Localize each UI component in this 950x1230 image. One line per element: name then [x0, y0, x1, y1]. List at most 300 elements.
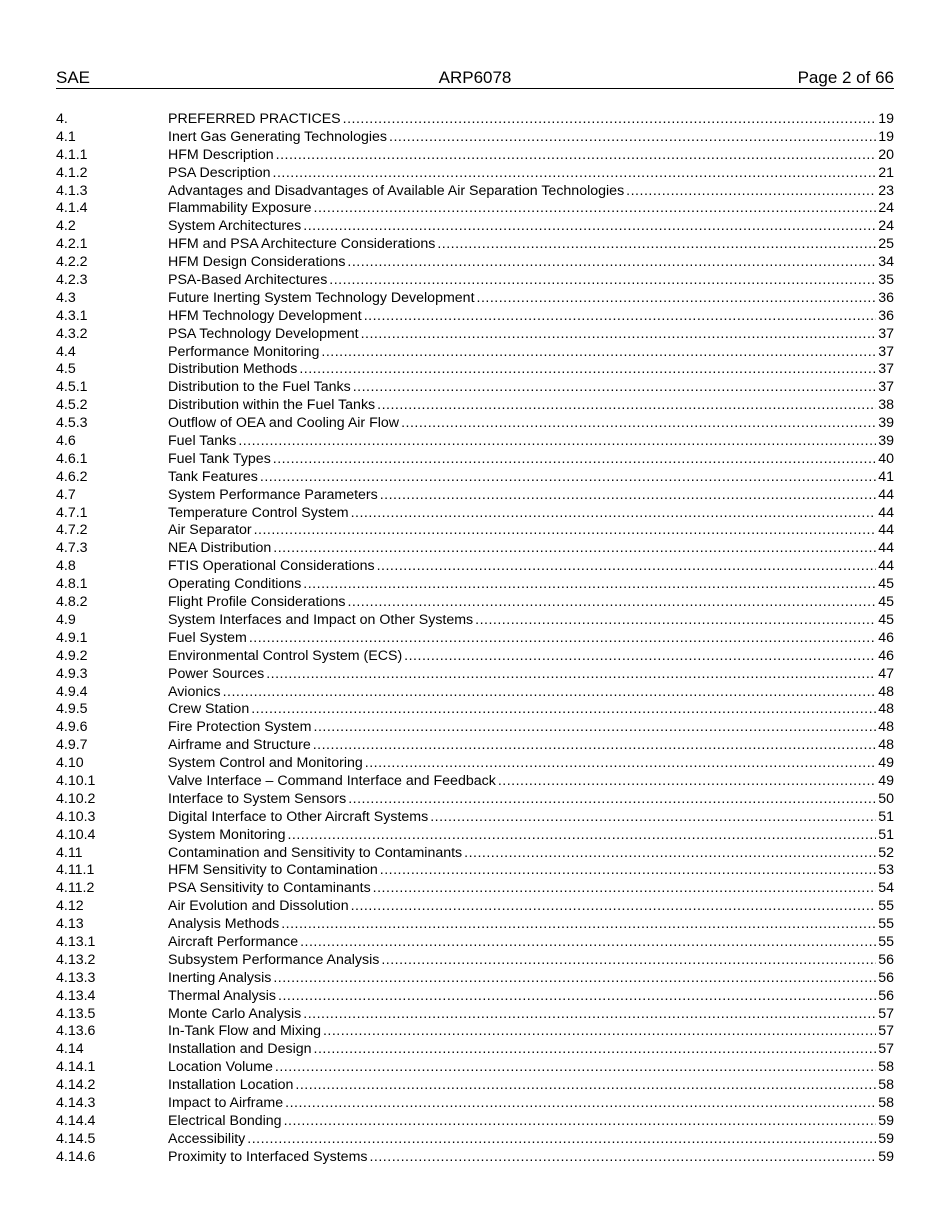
toc-entry[interactable] [56, 916, 894, 934]
toc-page-number: 44 [878, 540, 894, 557]
toc-dot-leader [249, 630, 876, 648]
toc-entry[interactable] [56, 254, 894, 272]
toc-page-number: 37 [878, 343, 894, 360]
toc-section-title[interactable]: System Architectures [168, 218, 302, 235]
toc-dot-leader [626, 183, 876, 201]
toc-dot-leader [251, 701, 876, 719]
toc-dot-leader [278, 988, 876, 1006]
toc-section-number: 4.7 [56, 486, 76, 503]
toc-page-number: 47 [878, 665, 894, 682]
toc-page-number: 56 [878, 987, 894, 1004]
toc-section-number: 4.11.1 [56, 862, 95, 879]
toc-page-number: 48 [878, 737, 894, 754]
toc-section-title[interactable]: Inerting Analysis [168, 969, 272, 986]
toc-page-number: 35 [878, 272, 894, 289]
toc-entry[interactable] [56, 505, 894, 523]
toc-section-number: 4.9.6 [56, 719, 88, 736]
toc-entry[interactable] [56, 827, 894, 845]
toc-page-number: 50 [878, 790, 894, 807]
toc-page-number: 44 [878, 558, 894, 575]
toc-dot-leader [303, 576, 876, 594]
toc-entry[interactable] [56, 1131, 894, 1149]
toc-entry[interactable] [56, 236, 894, 254]
toc-section-title[interactable]: FTIS Operational Considerations [168, 558, 375, 575]
toc-section-title[interactable]: Installation and Design [168, 1041, 312, 1058]
toc-section-title[interactable]: In-Tank Flow and Mixing [168, 1023, 321, 1040]
toc-section-title[interactable]: Outflow of OEA and Cooling Air Flow [168, 415, 400, 432]
toc-page-number: 36 [878, 289, 894, 306]
toc-dot-leader [300, 934, 876, 952]
toc-entry[interactable] [56, 1023, 894, 1041]
toc-section-number: 4.14.4 [56, 1112, 96, 1129]
toc-section-title[interactable]: Accessibility [168, 1130, 246, 1147]
toc-entry[interactable] [56, 970, 894, 988]
toc-section-number: 4.6 [56, 433, 76, 450]
toc-dot-leader [223, 684, 877, 702]
toc-entry[interactable] [56, 469, 894, 487]
toc-section-title[interactable]: System Interfaces and Impact on Other Systems [168, 611, 474, 628]
toc-section-title[interactable]: Distribution within the Fuel Tanks [168, 397, 376, 414]
toc-dot-leader [401, 415, 876, 433]
toc-page-number: 39 [878, 433, 894, 450]
toc-dot-leader [238, 433, 876, 451]
toc-entry[interactable] [56, 773, 894, 791]
toc-section-title[interactable]: Operating Conditions [168, 576, 302, 593]
toc-section-number: 4.9 [56, 611, 76, 628]
toc-entry[interactable] [56, 755, 894, 773]
toc-section-title[interactable]: HFM Technology Development [168, 307, 362, 324]
toc-section-number: 4.5.3 [56, 415, 88, 432]
header-org: SAE [56, 68, 91, 87]
toc-section-title[interactable]: System Monitoring [168, 826, 286, 843]
toc-entry[interactable] [56, 451, 894, 469]
toc-entry[interactable] [56, 1006, 894, 1024]
toc-dot-leader [347, 594, 876, 612]
toc-dot-leader [281, 916, 876, 934]
toc-page-number: 51 [878, 826, 894, 843]
toc-page-number: 40 [878, 450, 894, 467]
toc-dot-leader [364, 308, 876, 326]
toc-dot-leader [284, 1113, 877, 1131]
toc-section-title[interactable]: Thermal Analysis [168, 987, 277, 1004]
toc-page-number: 55 [878, 916, 894, 933]
toc-section-number: 4.5.1 [56, 379, 88, 396]
toc-dot-leader [285, 1095, 876, 1113]
toc-section-title[interactable]: Subsystem Performance Analysis [168, 951, 380, 968]
toc-dot-leader [314, 1041, 877, 1059]
toc-section-number: 4.2.3 [56, 272, 88, 289]
toc-section-number: 4.9.4 [56, 683, 88, 700]
toc-page-number: 48 [878, 719, 894, 736]
toc-dot-leader [273, 165, 877, 183]
toc-dot-leader [437, 236, 876, 254]
toc-entry[interactable] [56, 1077, 894, 1095]
toc-page-number: 55 [878, 898, 894, 915]
toc-section-title[interactable]: Valve Interface – Command Interface and Feedback [168, 772, 496, 789]
toc-section-title[interactable]: PSA Sensitivity to Contaminants [168, 880, 371, 897]
toc-dot-leader [369, 1149, 876, 1167]
toc-section-title[interactable]: Interface to System Sensors [168, 790, 347, 807]
toc-page-number: 59 [878, 1148, 894, 1165]
toc-entry[interactable] [56, 719, 894, 737]
toc-dot-leader [377, 397, 876, 415]
toc-section-title[interactable]: System Control and Monitoring [168, 755, 363, 772]
toc-page-number: 59 [878, 1130, 894, 1147]
toc-section-title[interactable]: Installation Location [168, 1077, 294, 1094]
toc-section-number: 4.14 [56, 1041, 84, 1058]
toc-section-title[interactable]: Power Sources [168, 665, 265, 682]
toc-page-number: 20 [878, 146, 894, 163]
toc-section-number: 4.8 [56, 558, 76, 575]
toc-entry[interactable] [56, 862, 894, 880]
toc-dot-leader [389, 129, 876, 147]
toc-page-number: 37 [878, 361, 894, 378]
toc-dot-leader [353, 379, 877, 397]
toc-section-title[interactable]: Analysis Methods [168, 916, 280, 933]
toc-dot-leader [380, 487, 876, 505]
toc-entry[interactable] [56, 540, 894, 558]
toc-dot-leader [347, 254, 876, 272]
toc-section-number: 4.5 [56, 361, 76, 378]
toc-page-number: 53 [878, 862, 894, 879]
toc-section-title[interactable]: Air Evolution and Dissolution [168, 898, 349, 915]
toc-entry[interactable] [56, 737, 894, 755]
toc-section-title[interactable]: Tank Features [168, 468, 258, 485]
toc-dot-leader [273, 451, 876, 469]
toc-dot-leader [254, 522, 877, 540]
toc-section-title[interactable]: Temperature Control System [168, 504, 349, 521]
toc-section-number: 4.7.3 [56, 540, 88, 557]
toc-section-number: 4.2 [56, 218, 76, 235]
toc-page-number: 44 [878, 522, 894, 539]
toc-entry[interactable] [56, 880, 894, 898]
toc-section-title[interactable]: Airframe and Structure [168, 737, 311, 754]
toc-section-number: 4.9.1 [56, 629, 88, 646]
toc-page-number: 24 [878, 218, 894, 235]
toc-entry[interactable] [56, 845, 894, 863]
toc-section-number: 4.14.5 [56, 1130, 96, 1147]
toc-dot-leader [287, 827, 876, 845]
toc-dot-leader [377, 558, 877, 576]
toc-section-title[interactable]: PSA Description [168, 164, 271, 181]
toc-section-title[interactable]: Monte Carlo Analysis [168, 1005, 302, 1022]
toc-entry[interactable] [56, 594, 894, 612]
toc-page-number: 58 [878, 1094, 894, 1111]
header-doc-id: ARP6078 [438, 68, 512, 87]
toc-section-title[interactable]: Performance Monitoring [168, 343, 320, 360]
toc-section-title[interactable]: Crew Station [168, 701, 250, 718]
toc-dot-leader [276, 147, 877, 165]
toc-entry[interactable] [56, 666, 894, 684]
toc-page-number: 45 [878, 594, 894, 611]
toc-page-number: 41 [878, 468, 894, 485]
toc-page-number: 48 [878, 701, 894, 718]
toc-page-number: 52 [878, 844, 894, 861]
toc-section-title[interactable]: Aircraft Performance [168, 933, 299, 950]
toc-section-title[interactable]: Future Inerting System Technology Development [168, 289, 475, 306]
toc-page-number: 37 [878, 325, 894, 342]
toc-section-title[interactable]: Digital Interface to Other Aircraft Systems [168, 808, 429, 825]
toc-page-number: 46 [878, 647, 894, 664]
toc-section-number: 4.13.1 [56, 933, 96, 950]
toc-page-number: 49 [878, 772, 894, 789]
toc-page-number: 23 [878, 182, 894, 199]
toc-page-number: 57 [878, 1005, 894, 1022]
toc-section-title[interactable]: Distribution to the Fuel Tanks [168, 379, 351, 396]
toc-dot-leader [351, 505, 877, 523]
toc-dot-leader [404, 648, 876, 666]
toc-section-number: 4.12 [56, 898, 84, 915]
toc-page-number: 55 [878, 933, 894, 950]
toc-page-number: 56 [878, 951, 894, 968]
toc-section-number: 4.10.2 [56, 790, 96, 807]
toc-dot-leader [275, 1059, 876, 1077]
toc-entry[interactable] [56, 558, 894, 576]
toc-section-title[interactable]: HFM Design Considerations [168, 254, 346, 271]
toc-section-number: 4.13.3 [56, 969, 96, 986]
toc-entry[interactable] [56, 487, 894, 505]
toc-page-number: 39 [878, 415, 894, 432]
toc-section-number: 4.1 [56, 128, 76, 145]
toc-entry[interactable] [56, 684, 894, 702]
toc-section-number: 4. [56, 111, 68, 127]
toc-section-title[interactable]: Impact to Airframe [168, 1094, 284, 1111]
toc-dot-leader [260, 469, 876, 487]
toc-page-number: 51 [878, 808, 894, 825]
toc-dot-leader [273, 540, 876, 558]
toc-dot-leader [329, 272, 876, 290]
toc-dot-leader [295, 1077, 876, 1095]
toc-entry[interactable] [56, 344, 894, 362]
toc-section-number: 4.4 [56, 343, 76, 360]
toc-dot-leader [498, 773, 876, 791]
toc-section-number: 4.13.5 [56, 1005, 96, 1022]
toc-dot-leader [273, 970, 876, 988]
toc-section-title[interactable]: Flight Profile Considerations [168, 594, 346, 611]
toc-section-title[interactable]: Electrical Bonding [168, 1112, 282, 1129]
toc-dot-leader [464, 845, 876, 863]
toc-section-number: 4.10.3 [56, 808, 96, 825]
page-header [56, 68, 894, 89]
toc-entry[interactable] [56, 272, 894, 290]
toc-page-number: 58 [878, 1059, 894, 1076]
toc-entry[interactable] [56, 433, 894, 451]
toc-section-number: 4.10 [56, 755, 84, 772]
toc-section-number: 4.2.2 [56, 254, 88, 271]
toc-entry[interactable] [56, 522, 894, 540]
toc-dot-leader [303, 1006, 876, 1024]
toc-section-number: 4.1.1 [56, 146, 88, 163]
toc-section-number: 4.1.2 [56, 164, 88, 181]
toc-section-title[interactable]: System Performance Parameters [168, 486, 378, 503]
toc-section-number: 4.9.2 [56, 647, 88, 664]
toc-entry[interactable] [56, 898, 894, 916]
toc-entry[interactable] [56, 576, 894, 594]
toc-page-number: 48 [878, 683, 894, 700]
toc-section-title[interactable]: Advantages and Disadvantages of Available Air Separation Technologies [168, 182, 625, 199]
toc-section-number: 4.14.3 [56, 1094, 96, 1111]
toc-page-number: 45 [878, 611, 894, 628]
toc-entry[interactable] [56, 630, 894, 648]
toc-dot-leader [266, 666, 876, 684]
toc-page-number: 59 [878, 1112, 894, 1129]
toc-entry[interactable] [56, 183, 894, 201]
toc-section-number: 4.8.2 [56, 594, 88, 611]
toc-page-number: 37 [878, 379, 894, 396]
toc-dot-leader [313, 737, 876, 755]
toc-section-title[interactable]: Proximity to Interfaced Systems [168, 1148, 368, 1165]
toc-dot-leader [381, 952, 876, 970]
toc-page-number: 21 [878, 164, 894, 181]
toc-dot-leader [373, 880, 877, 898]
toc-section-number: 4.5.2 [56, 397, 88, 414]
toc-dot-leader [430, 809, 876, 827]
toc-page-number: 24 [878, 200, 894, 217]
toc-page-number: 34 [878, 254, 894, 271]
toc-entry[interactable] [56, 290, 894, 308]
toc-section-number: 4.14.6 [56, 1148, 96, 1165]
toc-section-number: 4.3.2 [56, 325, 88, 342]
toc-section-number: 4.9.5 [56, 701, 88, 718]
toc-entry[interactable] [56, 129, 894, 147]
toc-entry[interactable] [56, 165, 894, 183]
toc-section-title[interactable]: HFM Sensitivity to Contamination [168, 862, 378, 879]
toc-entry[interactable] [56, 952, 894, 970]
toc-section-title[interactable]: Distribution Methods [168, 361, 298, 378]
toc-page-number: 25 [878, 236, 894, 253]
toc-entry[interactable] [56, 308, 894, 326]
toc-section-number: 4.1.3 [56, 182, 88, 199]
toc-page-number: 36 [878, 307, 894, 324]
toc-entry[interactable] [56, 1095, 894, 1113]
toc-section-number: 4.13.2 [56, 951, 96, 968]
toc-section-number: 4.10.4 [56, 826, 96, 843]
toc-section-number: 4.2.1 [56, 236, 88, 253]
toc-section-title[interactable]: Fire Protection System [168, 719, 312, 736]
toc-page-number: 44 [878, 486, 894, 503]
toc-entry[interactable] [56, 988, 894, 1006]
toc-entry[interactable] [56, 1041, 894, 1059]
toc-section-title[interactable]: Inert Gas Generating Technologies [168, 128, 387, 145]
toc-dot-leader [321, 344, 876, 362]
toc-dot-leader [314, 719, 877, 737]
toc-dot-leader [247, 1131, 876, 1149]
toc-entry[interactable] [56, 111, 894, 129]
toc-entry[interactable] [56, 934, 894, 952]
toc-section-title[interactable]: PSA-Based Architectures [168, 272, 328, 289]
toc-section-title[interactable]: HFM and PSA Architecture Considerations [168, 236, 436, 253]
toc-page-number: 58 [878, 1077, 894, 1094]
toc-dot-leader [323, 1023, 876, 1041]
toc-section-title[interactable]: Fuel Tanks [168, 433, 237, 450]
toc-section-number: 4.3 [56, 289, 76, 306]
toc-dot-leader [380, 862, 876, 880]
toc-section-number: 4.1.4 [56, 200, 88, 217]
toc-entry[interactable] [56, 218, 894, 236]
toc-entry[interactable] [56, 1149, 894, 1167]
toc-section-title[interactable]: PREFERRED PRACTICES [168, 111, 341, 127]
toc-section-title[interactable]: Contamination and Sensitivity to Contaminants [168, 844, 463, 861]
toc-entry[interactable] [56, 648, 894, 666]
toc-section-number: 4.7.1 [56, 504, 88, 521]
toc-dot-leader [348, 791, 876, 809]
table-of-contents [56, 111, 894, 1167]
toc-section-number: 4.11 [56, 844, 83, 861]
toc-section-title[interactable]: HFM Description [168, 146, 274, 163]
toc-dot-leader [475, 612, 876, 630]
toc-entry[interactable] [56, 791, 894, 809]
toc-section-number: 4.13.6 [56, 1023, 96, 1040]
toc-dot-leader [477, 290, 877, 308]
toc-page-number: 54 [878, 880, 894, 897]
toc-entry[interactable] [56, 701, 894, 719]
toc-page-number: 44 [878, 504, 894, 521]
toc-section-number: 4.8.1 [56, 576, 88, 593]
toc-dot-leader [299, 361, 876, 379]
toc-section-number: 4.9.7 [56, 737, 88, 754]
toc-dot-leader [343, 111, 877, 129]
toc-section-title[interactable]: NEA Distribution [168, 540, 272, 557]
toc-entry[interactable] [56, 809, 894, 827]
toc-page-number: 45 [878, 576, 894, 593]
toc-page-number: 57 [878, 1041, 894, 1058]
toc-dot-leader [365, 755, 876, 773]
toc-dot-leader [351, 898, 877, 916]
toc-entry[interactable] [56, 612, 894, 630]
toc-dot-leader [314, 200, 877, 218]
header-page-number: Page 2 of 66 [797, 68, 894, 87]
toc-entry[interactable] [56, 1059, 894, 1077]
toc-section-number: 4.10.1 [56, 772, 96, 789]
toc-page-number: 49 [878, 755, 894, 772]
toc-dot-leader [361, 326, 877, 344]
toc-section-title[interactable]: Environmental Control System (ECS) [168, 647, 403, 664]
toc-section-number: 4.6.1 [56, 450, 88, 467]
toc-entry[interactable] [56, 200, 894, 218]
toc-section-number: 4.13.4 [56, 987, 96, 1004]
toc-section-title[interactable]: PSA Technology Development [168, 325, 359, 342]
toc-section-number: 4.14.2 [56, 1077, 96, 1094]
toc-dot-leader [303, 218, 876, 236]
toc-section-title[interactable]: Fuel System [168, 629, 247, 646]
toc-section-number: 4.7.2 [56, 522, 88, 539]
toc-page-number: 19 [878, 128, 894, 145]
toc-section-number: 4.14.1 [56, 1059, 96, 1076]
toc-section-title[interactable]: Air Separator [168, 522, 252, 539]
toc-entry[interactable] [56, 326, 894, 344]
toc-entry[interactable] [56, 1113, 894, 1131]
toc-section-title[interactable]: Location Volume [168, 1059, 273, 1076]
toc-section-number: 4.9.3 [56, 665, 88, 682]
toc-section-number: 4.3.1 [56, 307, 88, 324]
toc-section-title[interactable]: Avionics [168, 683, 221, 700]
toc-entry[interactable] [56, 415, 894, 433]
toc-page-number: 56 [878, 969, 894, 986]
toc-section-number: 4.6.2 [56, 468, 88, 485]
toc-entry[interactable] [56, 361, 894, 379]
toc-section-title[interactable]: Fuel Tank Types [168, 450, 271, 467]
toc-entry[interactable] [56, 379, 894, 397]
toc-page-number: 46 [878, 629, 894, 646]
toc-page-number: 57 [878, 1023, 894, 1040]
toc-section-number: 4.13 [56, 916, 84, 933]
toc-page-number: 38 [878, 397, 894, 414]
toc-entry[interactable] [56, 147, 894, 165]
toc-section-number: 4.11.2 [56, 880, 95, 897]
toc-page-number: 19 [878, 111, 894, 127]
toc-entry[interactable] [56, 397, 894, 415]
toc-section-title[interactable]: Flammability Exposure [168, 200, 312, 217]
